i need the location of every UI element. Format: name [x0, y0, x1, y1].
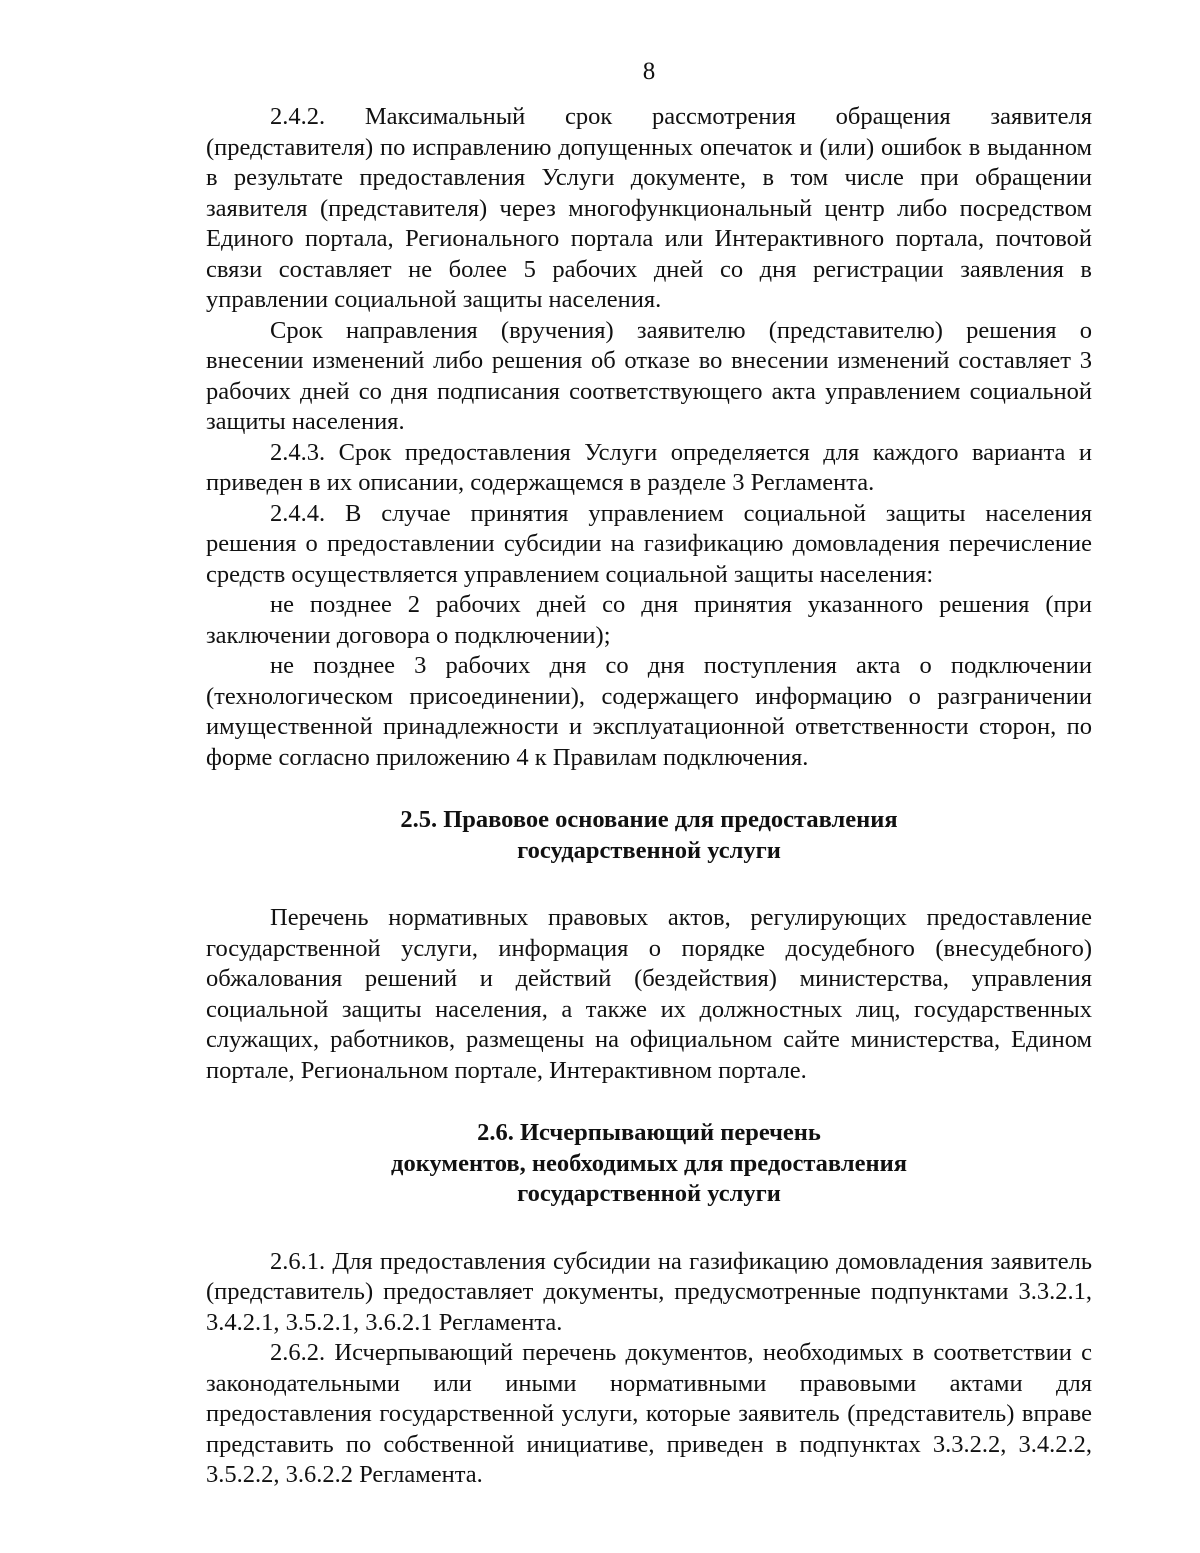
section-2-5-title-line1: 2.5. Правовое основание для предоставления	[400, 806, 898, 833]
paragraph-2-4-3: 2.4.3. Срок предоставления Услуги определяется для каждого варианта и приведен в их описании, содержащемся в разделе 3 Регламента.	[206, 438, 1092, 496]
section-2-5-heading	[206, 805, 1092, 866]
paragraph-term-2-days: не позднее 2 рабочих дней со дня принятия указанного решения (при заключении договора о подключении);	[206, 591, 1092, 649]
paragraph-2-6-2: 2.6.2. Исчерпывающий перечень документов, необходимых в соответствии с законодательными или иными нормативными правовыми актами для предоставления государственной услуги, которые заявитель (представитель) вправе представить по собственной инициативе, приведен в подпунктах 3.3.2.2, 3.4.2.2, 3.5.2.2, 3.6.2.2 Регламента.	[206, 1339, 1092, 1488]
paragraph-term-3-days: не позднее 3 рабочих дня со дня поступления акта о подключении (технологическом присоединении), содержащего информацию о разграничении имущественной принадлежности и эксплуатационной ответственности сторон, по форме согласно приложению 4 к Правилам подключения.	[206, 652, 1092, 771]
paragraph-2-4-4: 2.4.4. В случае принятия управлением социальной защиты населения решения о предоставлении субсидии на газификацию домовладения перечисление средств осуществляется управлением социальной защиты населения:	[206, 499, 1092, 588]
section-2-6-title-line1: 2.6. Исчерпывающий перечень	[477, 1119, 821, 1146]
section-2-6-heading	[206, 1118, 1092, 1210]
paragraph-2-6-1: 2.6.1. Для предоставления субсидии на газификацию домовладения заявитель (представитель) предоставляет документы, предусмотренные подпунктами 3.3.2.1, 3.4.2.1, 3.5.2.1, 3.6.2.1 Регламента.	[206, 1247, 1092, 1336]
section-2-5-title-line2: государственной услуги	[517, 836, 781, 864]
document-page	[206, 52, 1092, 1491]
paragraph-2-5: Перечень нормативных правовых актов, регулирующих предоставление государственной услуги, информация о порядке досудебного (внесудебного) обжалования решений и действий (бездействия) министерства, управления социальной защиты населения, а также их должностных лиц, государственных служащих, работников, размещены на официальном сайте министерства, Едином портале, Региональном портале, Интерактивном портале.	[206, 904, 1092, 1084]
section-2-6-title-line2: документов, необходимых для предоставления	[391, 1149, 907, 1177]
section-2-6-title-line3: государственной услуги	[517, 1180, 781, 1207]
paragraph-delivery-term: Срок направления (вручения) заявителю (представителю) решения о внесении изменений либо решения об отказе во внесении изменений составляет 3 рабочих дней со дня подписания соответствующего акта управлением социальной защиты населения.	[206, 316, 1092, 435]
page-number: 8	[642, 58, 656, 85]
paragraph-2-4-2: 2.4.2. Максимальный срок рассмотрения обращения заявителя (представителя) по исправлению допущенных опечаток и (или) ошибок в выданном в результате предоставления Услуги документе, в том числе при обращении заявителя (представителя) через многофункциональный центр либо посредством Единого портала, Регионального портала или Интерактивного портала, почтовой связи составляет не более 5 рабочих дней со дня регистрации заявления в управлении социальной защиты населения.	[206, 103, 1092, 313]
